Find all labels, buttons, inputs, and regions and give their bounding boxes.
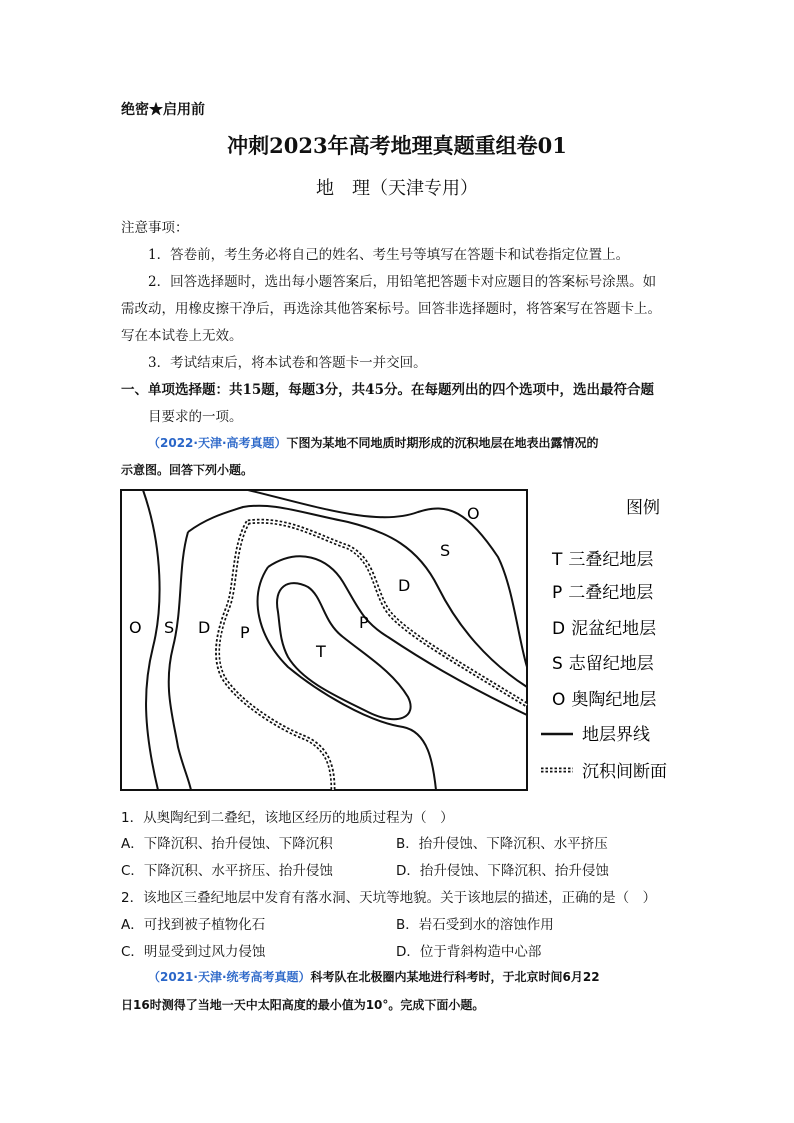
q2-option-d: D．位于背斜构造中心部: [396, 944, 542, 960]
legend-item-s: S 志留纪地层: [552, 654, 654, 674]
geologic-map-figure: [118, 487, 690, 792]
intro-2-line-2: 日16时测得了当地一天中太阳高度的最小值为10°。完成下面小题。: [121, 998, 485, 1012]
intro-1-line-2: 示意图。回答下列小题。: [121, 463, 254, 477]
legend-item-t: T 三叠纪地层: [552, 550, 654, 570]
confidential-mark: 绝密★启用前: [121, 102, 205, 118]
q1-option-b: B．抬升侵蚀、下降沉积、水平挤压: [396, 836, 608, 852]
legend-item-p: P 二叠纪地层: [552, 583, 654, 603]
map-label-o-left: O: [129, 618, 142, 637]
intro-1-text: 下图为某地不同地质时期形成的沉积地层在地表出露情况的: [286, 436, 599, 450]
map-label-s-top: S: [440, 541, 451, 560]
q2-stem: 2．该地区三叠纪地层中发育有落水洞、天坑等地貌。关于该地层的描述，正确的是（ ）: [121, 890, 657, 906]
q2-option-a: A．可找到被子植物化石: [121, 917, 266, 933]
q1-option-d: D．抬升侵蚀、下降沉积、抬升侵蚀: [396, 863, 609, 879]
intro-1-line-1: [148, 434, 599, 451]
intro-2-text: 科考队在北极圈内某地进行科考时，于北京时间6月22: [310, 970, 600, 984]
legend-unconformity-label: 沉积间断面: [582, 762, 667, 782]
page-subtitle: 地 理（天津专用）: [316, 178, 478, 199]
q1-option-c: C．下降沉积、水平挤压、抬升侵蚀: [121, 863, 333, 879]
section-heading-line-1: 一、单项选择题：共15题，每题3分，共45分。在每题列出的四个选项中，选出最符合题: [121, 382, 654, 398]
map-label-p-right: P: [359, 613, 369, 632]
legend-item-o: O 奥陶纪地层: [552, 690, 657, 710]
q2-option-b: B．岩石受到水的溶蚀作用: [396, 917, 554, 933]
legend-boundary-line-label: 地层界线: [582, 725, 650, 745]
q1-stem: 1．从奥陶纪到二叠纪，该地区经历的地质过程为（ ）: [121, 810, 454, 826]
q1-option-a: A．下降沉积、抬升侵蚀、下降沉积: [121, 836, 333, 852]
legend-item-d: D 泥盆纪地层: [552, 619, 657, 639]
note-2-line-1: 2．回答选择题时，选出每小题答案后，用铅笔把答题卡对应题目的答案标号涂黑。如: [148, 274, 657, 290]
notes-heading: 注意事项：: [121, 220, 189, 236]
map-label-d-left: D: [198, 618, 211, 637]
map-label-d-right: D: [398, 576, 411, 595]
legend-title: 图例: [626, 498, 660, 518]
map-label-p-left: P: [240, 623, 250, 642]
note-3: 3．考试结束后，将本试卷和答题卡一并交回。: [148, 355, 427, 371]
map-label-t-center: T: [316, 642, 326, 661]
page-title: 冲刺2023年高考地理真题重组卷01: [227, 133, 567, 158]
map-label-o-top: O: [467, 504, 480, 523]
note-2-line-2: 需改动，用橡皮擦干净后，再选涂其他答案标号。回答非选择题时，将答案写在答题卡上。: [121, 301, 661, 317]
source-tag: （2022·天津·高考真题）: [148, 436, 287, 450]
source-tag-2: （2021·天津·统考高考真题）: [148, 970, 311, 984]
map-label-s-left: S: [164, 618, 175, 637]
section-heading-line-2: 目要求的一项。: [148, 409, 243, 425]
note-2-line-3: 写在本试卷上无效。: [121, 328, 243, 344]
intro-2-line-1: [148, 968, 600, 985]
note-1: 1．答卷前，考生务必将自己的姓名、考生号等填写在答题卡和试卷指定位置上。: [148, 247, 630, 263]
q2-option-c: C．明显受到过风力侵蚀: [121, 944, 266, 960]
